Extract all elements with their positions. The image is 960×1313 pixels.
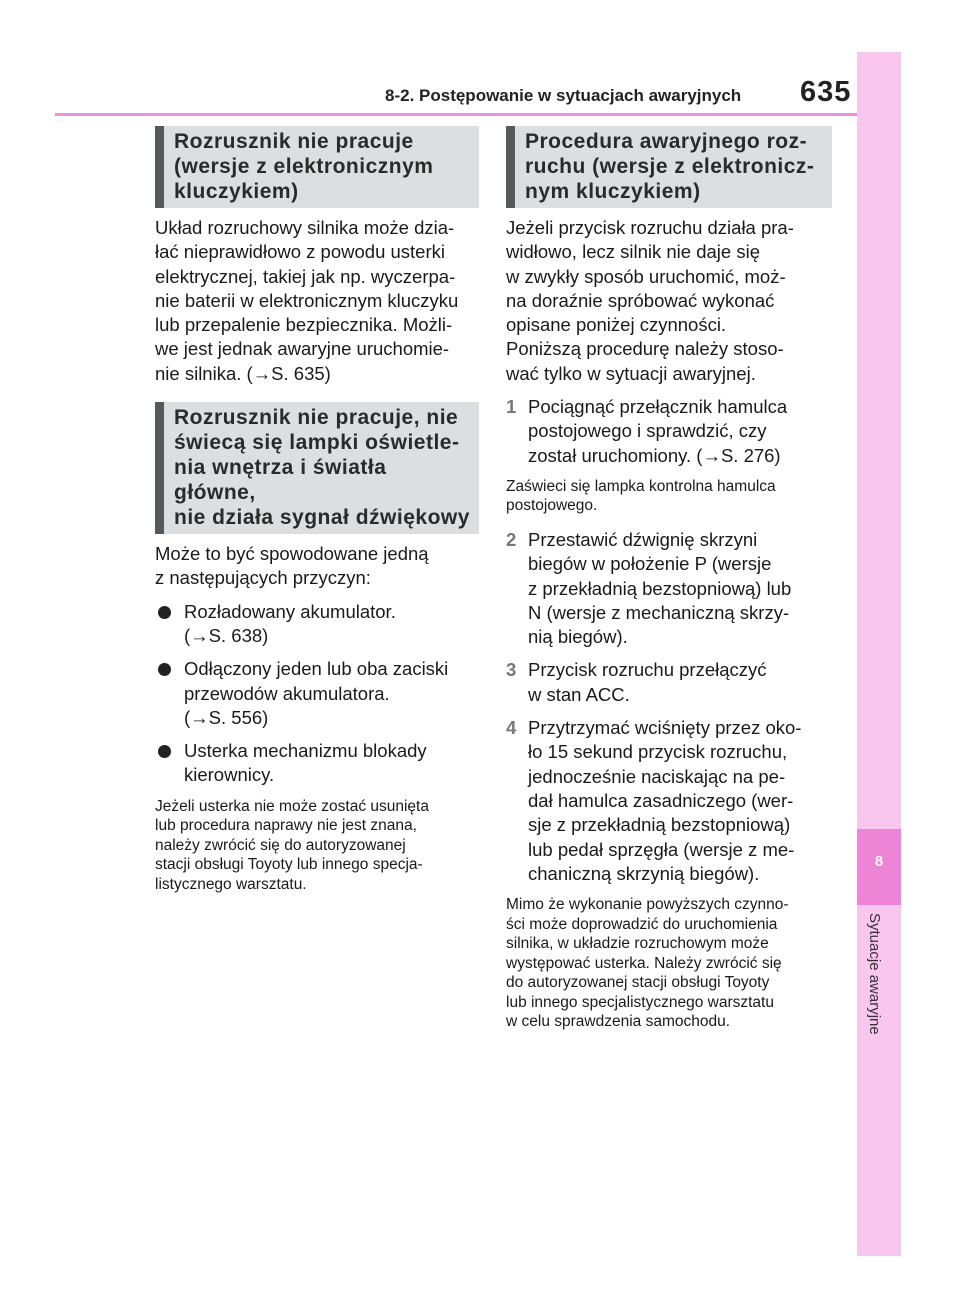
text-line: Układ rozruchowy silnika może dzia- <box>155 217 455 238</box>
section-title: 8-2. Postępowanie w sytuacjach awaryjnych <box>385 86 742 105</box>
header-rule <box>55 113 857 116</box>
heading-line: Procedura awaryjnego roz- <box>525 130 808 153</box>
step-number: 4 <box>506 717 517 739</box>
step-number: 2 <box>506 528 517 550</box>
text-line: nią biegów). <box>528 626 628 648</box>
text-line: sje z przekładnią bezstopniową) <box>528 814 791 836</box>
text-line: Rozładowany akumulator. <box>184 600 396 622</box>
step-number: 1 <box>506 396 517 418</box>
page-reference-link[interactable]: (→S. 638) <box>184 624 269 646</box>
text-line: z następujących przyczyn: <box>155 567 371 589</box>
text-line: z przekładnią bezstopniową) lub <box>528 577 792 599</box>
page-number: 635 <box>800 76 852 108</box>
bullet-dot-icon <box>158 663 171 676</box>
text-line: w celu sprawdzenia samochodu. <box>506 1013 731 1031</box>
text-line: przewodów akumulatora. <box>184 682 390 704</box>
text-line: dał hamulca zasadniczego (wer- <box>528 789 794 811</box>
heading-line: kluczykiem) <box>174 180 299 203</box>
text-line: lub innego specjalistycznego warsztatu <box>506 993 774 1011</box>
step-item <box>506 658 832 707</box>
heading-line: Rozrusznik nie pracuje <box>174 130 414 153</box>
note-final <box>506 895 832 1032</box>
paragraph-causes <box>155 542 479 591</box>
text-line: we jest jednak awaryjne uruchomie- <box>155 338 450 360</box>
text-line: Jeżeli przycisk rozruchu działa pra- <box>506 217 794 238</box>
text-line: listycznego warsztatu. <box>155 875 307 893</box>
text-line: należy zwrócić się do autoryzowanej <box>155 836 406 854</box>
text-line: ło 15 sekund przycisk rozruchu, <box>528 741 788 763</box>
text-line: lub pedał sprzęgła (wersje z me- <box>528 838 795 860</box>
text-line: biegów w położenie P (wersje <box>528 553 772 575</box>
left-column <box>155 126 479 894</box>
text-line: Mimo że wykonanie powyższych czynno- <box>506 896 789 914</box>
text-line: na doraźnie spróbować wykonać <box>506 289 775 311</box>
text-line: postojowego i sprawdzić, czy <box>528 420 767 442</box>
heading-box-emergency-start <box>506 126 832 208</box>
step-item <box>506 716 832 886</box>
text-line: jednocześnie naciskając na pe- <box>528 765 786 787</box>
text-line: występować usterka. Należy zwrócić się <box>506 954 782 972</box>
text-line: ści może doprowadzić do uruchomienia <box>506 915 778 933</box>
heading-box-no-lights <box>155 402 479 534</box>
text-line: w zwykły sposób uruchomić, moż- <box>506 265 786 287</box>
heading-line: nia wnętrza i światła główne, <box>174 456 387 505</box>
text-line: widłowo, lecz silnik nie daje się <box>506 241 760 263</box>
text-line: Pociągnąć przełącznik hamulca <box>528 396 788 418</box>
bullet-dot-icon <box>158 606 171 619</box>
step-item <box>506 528 832 649</box>
text-line: Odłączony jeden lub oba zaciski <box>184 658 449 680</box>
text-line: kierownicy. <box>184 764 275 786</box>
text-line: Usterka mechanizmu blokady <box>184 740 427 762</box>
list-item <box>155 657 479 730</box>
text-line: postojowego. <box>506 497 598 515</box>
right-column <box>506 126 832 1032</box>
heading-box-starter-not-working <box>155 126 479 208</box>
list-item <box>155 739 479 788</box>
text-line: lub przepalenie bezpiecznika. Możli- <box>155 314 453 336</box>
text-line: nie silnika. (→S. 635) <box>155 362 331 384</box>
text-line: wać tylko w sytuacji awaryjnej. <box>506 362 756 384</box>
text-line: N (wersje z mechaniczną skrzy- <box>528 601 790 623</box>
chapter-name: Sytuacje awaryjne <box>866 913 883 1035</box>
text-line: stacji obsługi Toyoty lub innego specja- <box>155 856 423 874</box>
text-line: Może to być spowodowane jedną <box>155 543 429 565</box>
note-parking-brake-lamp <box>506 477 832 516</box>
text-line: w stan ACC. <box>528 683 630 705</box>
paragraph-starter-intro <box>155 216 479 386</box>
text-line: opisane poniżej czynności. <box>506 314 727 336</box>
step-number: 3 <box>506 659 517 681</box>
text-line: Przytrzymać wciśnięty przez oko- <box>528 717 802 739</box>
text-line: Przycisk rozruchu przełączyć <box>528 659 767 681</box>
paragraph-procedure-intro <box>506 216 832 386</box>
text-line: Jeżeli usterka nie może zostać usunięta <box>155 797 429 815</box>
page-reference-link[interactable]: (→S. 556) <box>184 706 269 728</box>
list-item <box>155 600 479 649</box>
text-line: został uruchomiony. (→S. 276) <box>528 444 781 466</box>
chapter-number: 8 <box>874 853 884 870</box>
heading-line: nym kluczykiem) <box>525 180 701 203</box>
text-line: elektrycznej, takiej jak np. wyczerpa- <box>155 265 456 287</box>
chapter-side-tab <box>857 52 901 1256</box>
text-line: łać nieprawidłowo z powodu usterki <box>155 241 445 263</box>
heading-line: nie działa sygnał dźwiękowy <box>174 506 470 530</box>
heading-line: Rozrusznik nie pracuje, nie <box>174 406 459 430</box>
step-item <box>506 395 832 468</box>
text-line: do autoryzowanej stacji obsługi Toyoty <box>506 974 770 992</box>
text-line: chaniczną skrzynią biegów). <box>528 862 760 884</box>
text-line: lub procedura naprawy nie jest znana, <box>155 817 417 835</box>
note-service-station <box>155 797 479 895</box>
text-line: Przestawić dźwignię skrzyni <box>528 528 758 550</box>
heading-line: ruchu (wersje z elektronicz- <box>525 155 815 178</box>
text-line: nie baterii w elektronicznym kluczyku <box>155 289 459 311</box>
text-line: Zaświeci się lampka kontrolna hamulca <box>506 477 776 495</box>
bullet-dot-icon <box>158 745 171 758</box>
text-line: silnika, w układzie rozruchowym może <box>506 935 769 953</box>
text-line: Poniższą procedurę należy stoso- <box>506 338 784 360</box>
heading-line: świecą się lampki oświetle- <box>174 431 460 455</box>
heading-line: (wersje z elektronicznym <box>174 155 434 178</box>
